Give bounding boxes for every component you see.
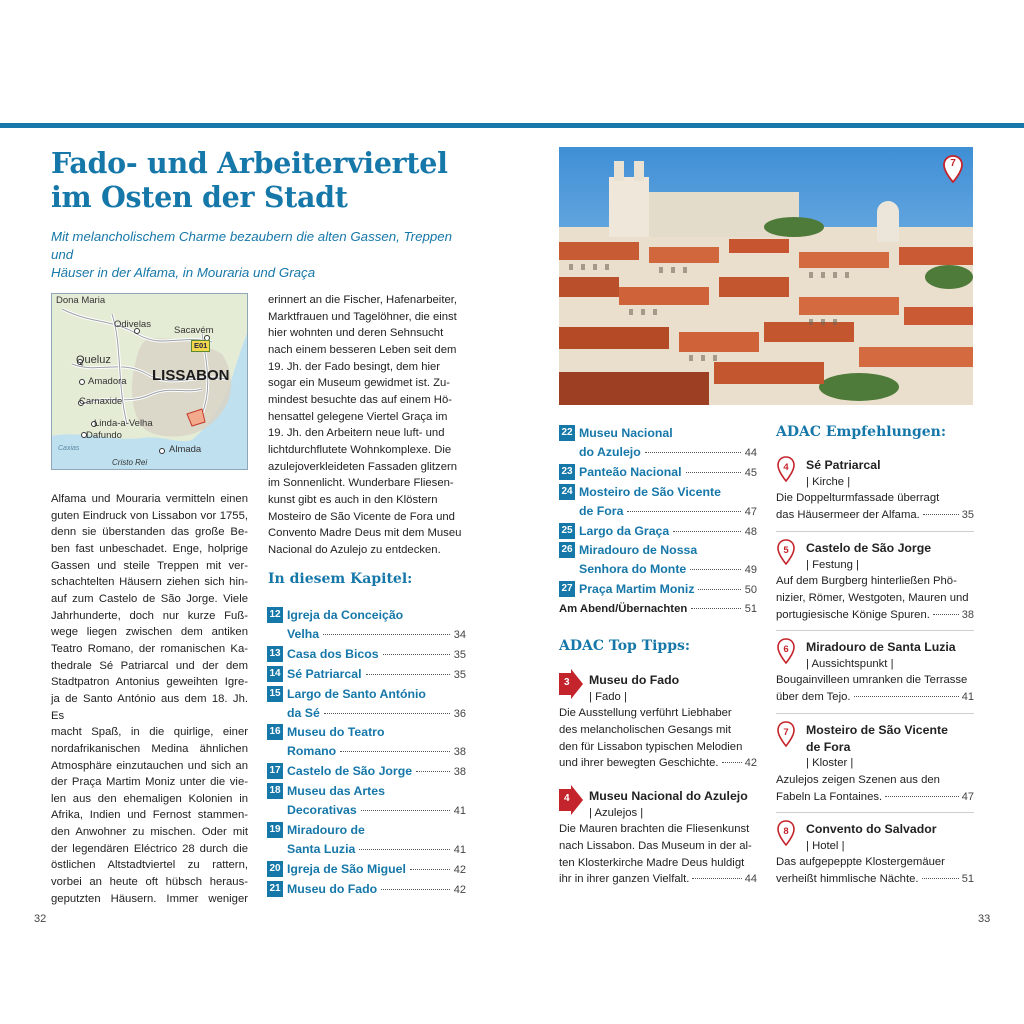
chapter-entry[interactable] xyxy=(559,580,757,600)
body-text-line: der Praça Martim Moniz unter die vie- xyxy=(51,776,248,789)
recommendation xyxy=(776,821,974,888)
locator-map xyxy=(51,293,248,470)
chapter-entry-body xyxy=(287,762,466,782)
chapter-line xyxy=(287,801,466,821)
chapter-line xyxy=(579,580,757,600)
chapter-entry[interactable] xyxy=(267,723,466,762)
recommendation xyxy=(776,540,974,623)
recommendation-name: Castelo de São Jorge xyxy=(806,541,932,555)
recommendation-text-line xyxy=(776,672,974,689)
chapter-entry[interactable] xyxy=(267,685,466,724)
location-pin-number: 7 xyxy=(950,158,956,169)
recommendation-name: Mosteiro de São Vicente xyxy=(806,723,948,737)
chapter-line xyxy=(579,463,757,483)
leader-dots xyxy=(323,634,450,635)
chapter-page: 38 xyxy=(453,766,466,779)
chapter-page: 45 xyxy=(744,466,757,479)
recommendation-category: | Hotel | xyxy=(806,839,845,852)
body-text-line: nordafrikanischen Medina ähnlichen xyxy=(51,742,248,755)
recommendation-category: | Kloster | xyxy=(806,757,854,770)
recommendation-page: 38 xyxy=(961,608,974,621)
chapter-title: Miradouro de Nossa xyxy=(579,543,698,558)
leader-dots xyxy=(366,674,450,675)
map-label: Sacavém xyxy=(174,325,214,336)
chapter-entry-body xyxy=(287,860,466,880)
chapter-entry-body xyxy=(579,483,757,522)
chapter-entry[interactable] xyxy=(559,424,757,463)
chapter-title: Museu das Artes xyxy=(287,784,385,799)
body-text-line: erinnert an die Fischer, Hafenarbeiter, xyxy=(268,294,458,306)
chapter-line xyxy=(287,704,466,724)
body-text-line: Gassen und steile Treppen mit ver- xyxy=(51,559,248,572)
recommendation-text-line xyxy=(776,507,974,524)
body-text-line: vorbei an heute oft hübsch heraus- xyxy=(51,876,248,889)
map-label: Carnaxide xyxy=(79,396,123,407)
chapter-title: Velha xyxy=(287,626,320,641)
leader-dots xyxy=(381,889,450,890)
chapter-title: Decorativas xyxy=(287,803,357,818)
recommendation-number: 4 xyxy=(783,462,789,473)
chapter-page: 41 xyxy=(453,805,466,818)
chapter-entry[interactable] xyxy=(267,606,466,645)
top-tipp-title xyxy=(559,788,757,805)
chapter-number-badge: 27 xyxy=(559,581,575,597)
chapter-title: Largo da Graça xyxy=(579,523,670,538)
chapter-line xyxy=(287,685,466,704)
chapter-line xyxy=(287,665,466,685)
body-text-line: mindest besuchte das auf einem Hö- xyxy=(268,393,452,406)
body-text-line: Teatro Romano, der romanischen Ka- xyxy=(51,642,248,655)
recommendation-category: | Festung | xyxy=(806,558,859,571)
body-text-line: Nacional do Azulejo zu entdecken. xyxy=(268,543,441,556)
chapter-number-badge: 24 xyxy=(559,484,575,500)
leader-dots xyxy=(645,452,741,453)
chapter-entry-body xyxy=(287,606,466,645)
leader-dots xyxy=(722,762,742,763)
recommendation-title xyxy=(776,821,974,838)
chapter-line xyxy=(287,860,466,880)
leader-dots xyxy=(691,608,740,609)
body-text-line: ja de Santo António aus dem 18. Jh. Es xyxy=(51,692,248,722)
chapter-entry[interactable] xyxy=(267,880,466,900)
top-tipp-text-line xyxy=(559,821,757,838)
chapter-page: 35 xyxy=(453,648,466,661)
map-label: Dona Maria xyxy=(56,295,106,306)
leader-dots xyxy=(383,654,450,655)
leader-dots xyxy=(416,771,450,772)
chapter-line xyxy=(287,840,466,860)
chapter-line xyxy=(579,443,757,463)
chapter-number-badge: 21 xyxy=(267,881,283,897)
recommendation-text-line xyxy=(776,607,974,624)
chapter-page: 49 xyxy=(744,564,757,577)
chapter-number-badge: 23 xyxy=(559,464,575,480)
chapter-entry-body xyxy=(287,685,466,724)
leader-dots xyxy=(361,810,450,811)
top-tipp-page: 44 xyxy=(744,873,757,886)
chapter-title: Santa Luzia xyxy=(287,841,356,856)
map-label: Almada xyxy=(169,444,202,455)
top-tipp-text-line xyxy=(559,871,757,888)
body-text-line: auf zum Castelo de São Jorge. Viele xyxy=(51,592,248,605)
map-label: Dafundo xyxy=(86,430,122,441)
chapter-list-heading: In diesem Kapitel: xyxy=(268,571,413,587)
body-text-line: Atmosphäre einzutauchen und sich an xyxy=(51,759,248,772)
recommendation-title xyxy=(776,722,974,755)
body-text-line: len aus den ehemaligen Kolonien in xyxy=(51,792,248,805)
chapter-entry[interactable] xyxy=(267,762,466,782)
body-text-column-2 xyxy=(268,292,465,559)
body-text-line: den Anwohner zu mischen. Oder mit xyxy=(51,826,248,839)
top-tipp-category: | Fado | xyxy=(589,690,627,703)
chapter-entry[interactable] xyxy=(267,782,466,821)
recommendation-page: 47 xyxy=(961,790,974,803)
chapter-page: 34 xyxy=(453,628,466,641)
recommendation-name: de Fora xyxy=(806,739,851,754)
recommendation-text-line xyxy=(776,573,974,590)
leader-dots xyxy=(627,511,740,512)
top-tipp-text: ihr in ihrer ganzen Vielfalt. xyxy=(559,873,690,886)
body-text-line: Mosteiro de São Vicente de Fora und xyxy=(268,510,455,523)
chapter-line xyxy=(287,742,466,762)
recommendation-text: portugiesische Könige Spuren. xyxy=(776,608,930,621)
body-text-line: guten Eindruck von Lissabon vor 1755, xyxy=(51,509,248,522)
chapter-title: Casa dos Bicos xyxy=(287,646,379,661)
chapter-entry[interactable] xyxy=(267,860,466,880)
chapter-entry[interactable] xyxy=(559,463,757,483)
body-text-line: im Sonnenlicht. Wunderbare Fliesen- xyxy=(268,477,454,490)
map-label: Cristo Rei xyxy=(112,458,148,467)
top-tipp-arrow-icon xyxy=(559,669,583,699)
body-text-line: Jahrhunderte, doch nur kurze Fuß- xyxy=(51,609,248,622)
top-tipp-text-line xyxy=(559,705,757,722)
recommendation-number: 5 xyxy=(783,545,789,556)
body-text-line: schachtelten Häusern ziehen sich hin- xyxy=(51,576,248,589)
map-label: Queluz xyxy=(76,354,111,366)
chapter-title: Senhora do Monte xyxy=(579,562,687,577)
top-tipp-number: 4 xyxy=(564,793,570,804)
chapter-entry-body xyxy=(287,782,466,821)
recommendation-text-line xyxy=(776,772,974,789)
body-text-line: Afrika, Indien und Fernost stammen- xyxy=(51,809,248,822)
page-subtitle: Mit melancholischem Charme bezaubern die alten Gassen, Treppen und Häuser in der Alfama, in Mouraria und Graça xyxy=(51,229,453,280)
chapter-number-badge: 25 xyxy=(559,523,575,539)
page-title: Fado- und Arbeiterviertel im Osten der Stadt xyxy=(51,146,448,214)
chapter-line xyxy=(579,522,757,542)
top-tipp xyxy=(559,672,757,772)
body-text-line: Convento Madre Deus mit dem Museu xyxy=(268,527,462,540)
top-tipp-page: 42 xyxy=(744,757,757,770)
leader-dots xyxy=(692,878,741,879)
chapter-number-badge: 13 xyxy=(267,646,283,662)
recommendation-text-line xyxy=(776,490,974,507)
top-tipp-text-line xyxy=(559,722,757,739)
body-text-line: 19. Jh. der Fado besingt, dem hier xyxy=(268,360,441,373)
top-tipp-text: des melancholischen Gesangs mit xyxy=(559,723,732,736)
chapter-entry-body xyxy=(579,522,757,542)
chapter-page: 42 xyxy=(453,863,466,876)
leader-dots xyxy=(690,569,740,570)
body-text-line: lichtdurchflutete Wohnkomplexe. Die xyxy=(268,443,452,456)
chapter-line xyxy=(579,560,757,580)
chapter-title: Castelo de São Jorge xyxy=(287,764,413,779)
chapter-line xyxy=(579,541,757,560)
chapter-entry-body xyxy=(579,424,757,463)
top-tipp-name: Museu do Fado xyxy=(589,673,680,687)
leader-dots xyxy=(340,751,450,752)
chapter-title: Panteão Nacional xyxy=(579,464,682,479)
evening-label: Am Abend/Übernachten xyxy=(559,603,688,616)
evening-page: 51 xyxy=(744,603,757,616)
chapter-number-badge: 22 xyxy=(559,425,575,441)
chapter-entry[interactable] xyxy=(267,821,466,860)
body-text-line: Marktfrauen und Tagelöhner, die einst xyxy=(268,310,457,323)
chapter-entry[interactable] xyxy=(267,665,466,685)
top-tipp-name: Museu Nacional do Azulejo xyxy=(589,789,748,803)
top-tipp-text: Die Mauren brachten die Fliesenkunst xyxy=(559,823,750,836)
recommendation-text: Die Doppelturmfassade überragt xyxy=(776,492,940,505)
recommendation-text: das Häusermeer der Alfama. xyxy=(776,508,920,521)
top-tipp-text: ten Klosterkirche Madre Deus huldigt xyxy=(559,856,745,869)
chapter-page: 41 xyxy=(453,843,466,856)
chapter-title: do Azulejo xyxy=(579,444,641,459)
body-text-line: östlichen Altstadtviertel zu rattern, xyxy=(51,859,248,872)
chapter-entry-body xyxy=(579,541,757,580)
chapter-entry[interactable] xyxy=(559,541,757,580)
recommendation-divider xyxy=(776,531,974,532)
recommendation-divider xyxy=(776,812,974,813)
recommendation xyxy=(776,722,974,805)
road-sign: E01 xyxy=(191,340,210,352)
recommendation-page: 41 xyxy=(961,690,974,703)
chapter-title: Largo de Santo António xyxy=(287,686,426,701)
recommendation-text: Azulejos zeigen Szenen aus den xyxy=(776,773,940,786)
chapter-page: 44 xyxy=(744,446,757,459)
top-tipp-text: den für Lissabon typischen Melodien xyxy=(559,740,743,753)
chapter-page: 36 xyxy=(453,707,466,720)
chapter-title: Praça Martim Moniz xyxy=(579,582,695,597)
leader-dots xyxy=(410,869,450,870)
recommendation-divider xyxy=(776,713,974,714)
map-city-label: LISSABON xyxy=(152,367,230,384)
chapter-page: 47 xyxy=(744,505,757,518)
map-label: Amadora xyxy=(88,376,127,387)
chapter-title: Mosteiro de São Vicente xyxy=(579,484,721,499)
recommendation-text-line xyxy=(776,789,974,806)
top-tipp-text: nach Lissabon. Das Museum in der al- xyxy=(559,839,752,852)
chapter-number-badge: 15 xyxy=(267,686,283,702)
top-tipp-text-line xyxy=(559,855,757,872)
body-text-line: kunst gibt es auch in den Klöstern xyxy=(268,493,438,506)
leader-dots xyxy=(686,472,741,473)
top-tipp-text: Die Ausstellung verführt Liebhaber xyxy=(559,707,732,720)
chapter-entry-body xyxy=(287,665,466,685)
body-text-line: denn sie überstanden das große Be- xyxy=(51,526,248,539)
body-text-line: ben fast unbeschadet. Enge, holprige xyxy=(51,542,248,555)
lisbon-alfama-photo xyxy=(559,147,973,405)
chapter-number-badge: 12 xyxy=(267,607,283,623)
chapter-page: 35 xyxy=(453,668,466,681)
chapter-line xyxy=(287,782,466,801)
chapter-entry-body xyxy=(287,723,466,762)
body-text-line: wege liegen zwischen dem antiken xyxy=(51,626,248,639)
body-text-line: Alfama und Mouraria vermitteln einen xyxy=(51,493,248,505)
chapter-entry[interactable] xyxy=(559,483,757,522)
body-text-line: hensattel gelegene Viertel Graça im xyxy=(268,410,448,423)
chapter-number-badge: 14 xyxy=(267,666,283,682)
chapter-line xyxy=(287,606,466,625)
leader-dots xyxy=(324,713,450,714)
body-text-line: geputzten Häusern. Immer weniger xyxy=(51,892,248,905)
chapter-number-badge: 20 xyxy=(267,861,283,877)
chapter-page: 50 xyxy=(744,584,757,597)
recommendation-page: 51 xyxy=(961,872,974,885)
recommendation-page: 35 xyxy=(961,508,974,521)
body-text-line: hier wohnten und deren Sehnsucht xyxy=(268,327,444,340)
body-text-column-1 xyxy=(51,491,248,907)
body-text-line: 19. Jh. den Arbeitern neue luft- und xyxy=(268,427,445,440)
recommendation-number: 8 xyxy=(783,826,789,837)
body-text-line: der legendären Eléctrico 28 durch die xyxy=(51,842,248,855)
chapter-line xyxy=(287,625,466,645)
chapter-entry-body xyxy=(287,821,466,860)
chapter-line xyxy=(287,762,466,782)
recommendation-divider xyxy=(776,630,974,631)
leader-dots xyxy=(923,514,959,515)
page-number-left: 32 xyxy=(34,913,47,925)
recommendation-text: verheißt himmlische Nächte. xyxy=(776,872,919,885)
leader-dots xyxy=(885,796,959,797)
evening-entry xyxy=(559,600,757,619)
body-text-line: azulejoverkleideten Fassaden glitzern xyxy=(268,460,458,473)
chapter-entry-body xyxy=(287,880,466,900)
top-tipp-category: | Azulejos | xyxy=(589,806,644,819)
leader-dots xyxy=(359,849,449,850)
chapter-entry-body xyxy=(287,645,466,665)
empfehlungen-heading: ADAC Empfehlungen: xyxy=(776,424,946,440)
body-text-line: nach einem besseren Leben seit dem xyxy=(268,343,457,356)
recommendation-name: Sé Patriarcal xyxy=(806,458,881,472)
body-text-line: macht Spaß, in die quirlige, einer xyxy=(51,726,248,739)
chapter-entry-body xyxy=(579,463,757,483)
recommendation-text-line xyxy=(776,689,974,706)
recommendation-text: Bougainvilleen umranken die Terrasse xyxy=(776,674,968,687)
recommendation-number: 7 xyxy=(783,727,789,738)
top-tipps-heading: ADAC Top Tipps: xyxy=(559,638,691,654)
body-text-line: sogar ein Museum gewidmet ist. Zu- xyxy=(268,377,451,390)
recommendation-text: über dem Tejo. xyxy=(776,690,851,703)
leader-dots xyxy=(673,531,741,532)
recommendation-text: Fabeln La Fontaines. xyxy=(776,790,883,803)
recommendation-title xyxy=(776,457,974,474)
chapter-entry-body xyxy=(579,580,757,600)
top-tipp-text-line xyxy=(559,838,757,855)
chapter-title: Sé Patriarcal xyxy=(287,666,362,681)
recommendation-text-line xyxy=(776,871,974,888)
leader-dots xyxy=(698,589,740,590)
chapter-title: de Fora xyxy=(579,503,624,518)
recommendation-name: Miradouro de Santa Luzia xyxy=(806,640,956,654)
recommendation-category: | Kirche | xyxy=(806,475,851,488)
chapter-number-badge: 17 xyxy=(267,763,283,779)
map-label: Linda-a-Velha xyxy=(94,418,153,429)
recommendation-name: Convento do Salvador xyxy=(806,822,937,836)
chapter-list-continued xyxy=(559,424,757,619)
chapter-title: da Sé xyxy=(287,705,320,720)
chapter-page: 38 xyxy=(453,746,466,759)
chapter-page: 48 xyxy=(744,525,757,538)
chapter-line xyxy=(579,483,757,502)
chapter-entry[interactable] xyxy=(559,522,757,542)
top-tipp xyxy=(559,788,757,888)
recommendation-text: Auf dem Burgberg hinterließen Phö- xyxy=(776,575,957,588)
recommendation-text-line xyxy=(776,854,974,871)
chapter-entry[interactable] xyxy=(267,645,466,665)
chapter-list xyxy=(267,606,466,900)
top-tipp-text-line xyxy=(559,755,757,772)
top-tipp-text-line xyxy=(559,739,757,756)
recommendation-category: | Aussichtspunkt | xyxy=(806,657,894,670)
chapter-title: Igreja da Conceição xyxy=(287,608,404,622)
chapter-title: Miradouro de xyxy=(287,822,365,837)
leader-dots xyxy=(933,614,959,615)
map-label: Caxias xyxy=(58,445,80,452)
chapter-title: Igreja de São Miguel xyxy=(287,861,406,876)
chapter-title: Museu do Teatro xyxy=(287,725,385,740)
leader-dots xyxy=(854,696,959,697)
body-text-line: thedrale Sé Patriarcal und der dem xyxy=(51,659,248,672)
chapter-number-badge: 16 xyxy=(267,724,283,740)
top-tipp-title xyxy=(559,672,757,689)
chapter-title: Romano xyxy=(287,744,337,759)
recommendation xyxy=(776,457,974,524)
recommendation-number: 6 xyxy=(783,644,789,655)
recommendation xyxy=(776,639,974,706)
chapter-number-badge: 18 xyxy=(267,783,283,799)
chapter-line xyxy=(287,880,466,900)
top-tipp-number: 3 xyxy=(564,677,570,688)
top-tipp-arrow-icon xyxy=(559,785,583,815)
chapter-line xyxy=(287,723,466,742)
recommendation-title xyxy=(776,540,974,557)
body-text-line: Stadtpatron Antonius geweihten Igre- xyxy=(51,676,248,689)
chapter-line xyxy=(579,424,757,443)
recommendation-text-line xyxy=(776,590,974,607)
leader-dots xyxy=(922,878,959,879)
header-rule xyxy=(0,123,1024,128)
page-number-right: 33 xyxy=(978,913,991,925)
recommendation-title xyxy=(776,639,974,656)
recommendation-text: Das aufgepeppte Klostergemäuer xyxy=(776,856,945,869)
chapter-number-badge: 19 xyxy=(267,822,283,838)
chapter-title: Museu do Fado xyxy=(287,881,378,896)
top-tipp-text: und ihrer bewegten Geschichte. xyxy=(559,757,719,770)
map-label: Odivelas xyxy=(114,319,151,330)
chapter-page: 42 xyxy=(453,883,466,896)
chapter-line xyxy=(579,502,757,522)
chapter-number-badge: 26 xyxy=(559,542,575,558)
chapter-title: Museu Nacional xyxy=(579,426,673,440)
chapter-line xyxy=(287,645,466,665)
recommendation-text: nizier, Römer, Westgoten, Mauren und xyxy=(776,591,969,604)
chapter-line xyxy=(287,821,466,840)
photo-graphic xyxy=(559,147,973,405)
